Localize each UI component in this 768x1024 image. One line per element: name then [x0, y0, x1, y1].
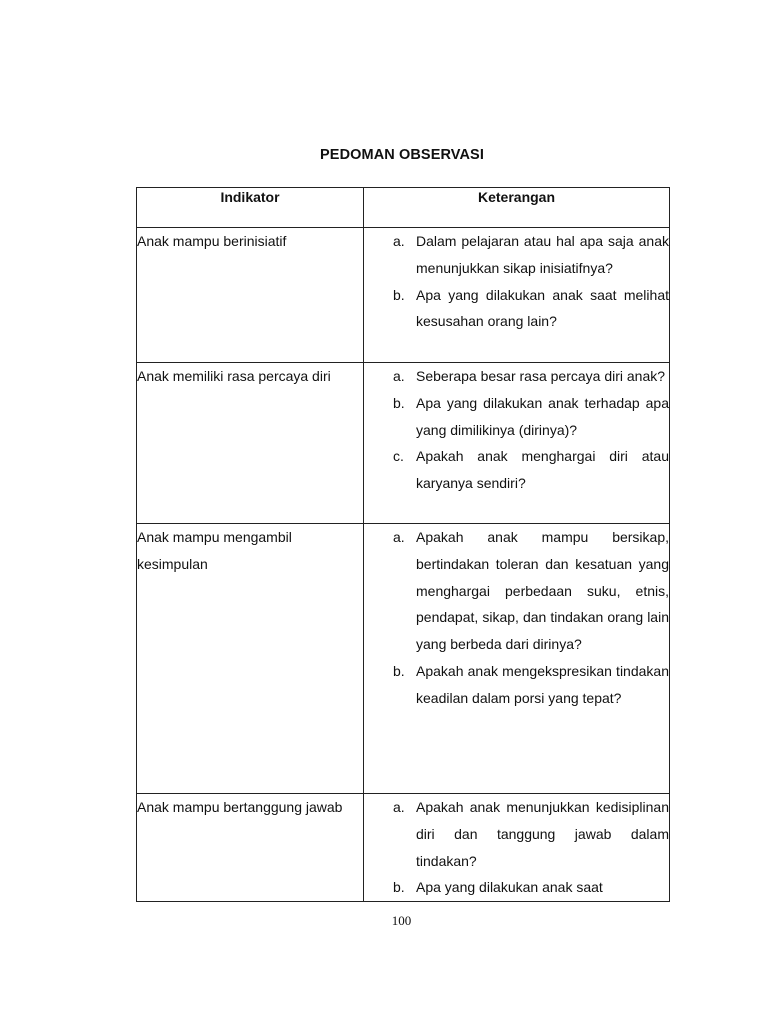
page-title — [0, 147, 768, 163]
item-marker: b. — [393, 879, 405, 896]
item-text: Apa yang dilakukan anak saat — [416, 879, 603, 896]
list-item — [364, 363, 669, 390]
description-cell — [364, 228, 670, 363]
list-item — [364, 524, 669, 658]
description-cell — [364, 794, 670, 902]
item-text: Seberapa besar rasa percaya diri anak? — [416, 368, 666, 384]
indicator-cell: Anak mampu mengambil kesimpulan — [137, 524, 364, 794]
item-marker: a. — [393, 368, 405, 384]
item-marker: a. — [393, 529, 405, 545]
list-item — [364, 794, 669, 874]
page-number: 100 — [391, 913, 412, 928]
list-item — [364, 874, 669, 901]
list-item — [364, 282, 669, 336]
list-item — [364, 390, 669, 444]
table-row — [137, 524, 670, 794]
table-header-row — [137, 188, 670, 228]
item-text: Apakah anak menunjukkan kedisiplinan diri dan tanggung jawab dalam tindakan? — [416, 799, 669, 869]
indicator-cell: Anak memiliki rasa percaya diri — [137, 363, 364, 524]
page-title-text: PEDOMAN OBSERVASI — [320, 147, 484, 163]
item-marker: a. — [393, 233, 405, 249]
item-text: Apakah anak mampu bersikap, bertindakan toleran dan kesatuan yang menghargai perbedaan suku, etnis, pendapat, sikap, dan tindakan orang lain yang berbeda dari dirinya? — [416, 529, 669, 653]
item-text: Dalam pelajaran atau hal apa saja anak menunjukkan sikap inisiatifnya? — [416, 233, 669, 276]
item-marker: b. — [393, 286, 405, 303]
description-list — [364, 228, 669, 335]
item-marker: c. — [393, 448, 404, 465]
header-indikator: Indikator — [137, 188, 364, 228]
table-row — [137, 363, 670, 524]
description-list — [364, 524, 669, 712]
description-cell — [364, 363, 670, 524]
description-cell — [364, 524, 670, 794]
description-list — [364, 363, 669, 497]
list-item — [364, 443, 669, 497]
item-text: Apa yang dilakukan anak saat melihat kesusahan orang lain? — [416, 286, 669, 330]
table-row — [137, 794, 670, 902]
item-text: Apakah anak menghargai diri atau karyanya sendiri? — [416, 448, 669, 492]
indicator-cell: Anak mampu bertanggung jawab — [137, 794, 364, 902]
item-text: Apa yang dilakukan anak terhadap apa yang dimilikinya (dirinya)? — [416, 394, 669, 438]
list-item — [364, 658, 669, 712]
item-text: Apakah anak mengekspresikan tindakan keadilan dalam porsi yang tepat? — [416, 662, 669, 706]
indicator-cell: Anak mampu berinisiatif — [137, 228, 364, 363]
item-marker: b. — [393, 394, 405, 411]
table-row — [137, 228, 670, 363]
observation-table — [136, 187, 670, 902]
header-keterangan: Keterangan — [364, 188, 670, 228]
item-marker: a. — [393, 799, 405, 815]
description-list — [364, 794, 669, 901]
item-marker: b. — [393, 662, 405, 679]
list-item — [364, 228, 669, 282]
